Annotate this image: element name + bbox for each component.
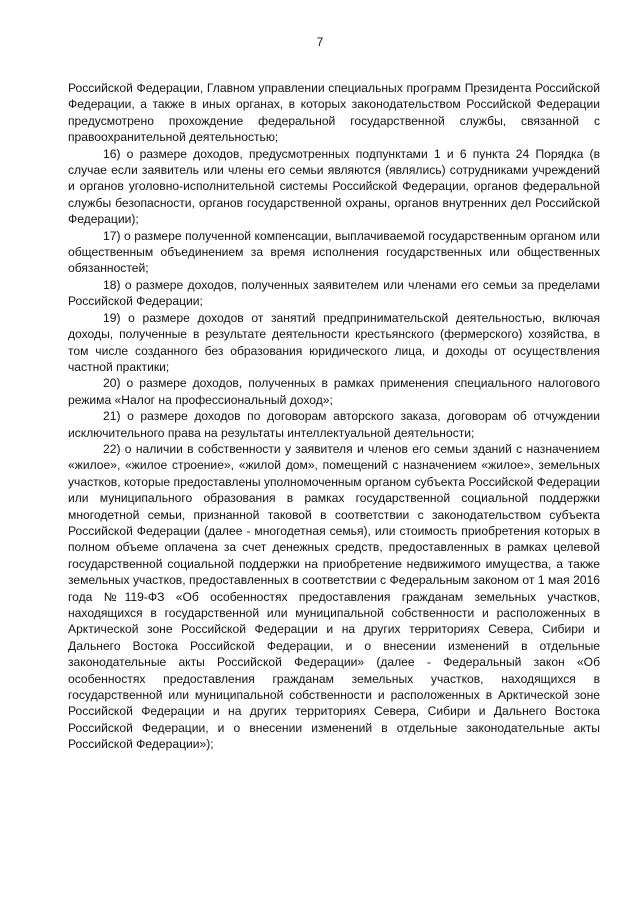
- document-body: [68, 80, 600, 753]
- paragraph-item-18: 18) о размере доходов, полученных заявителем или членами его семьи за пределами Российской Федерации;: [68, 277, 600, 309]
- paragraph-item-22: 22) о наличии в собственности у заявителя и членов его семьи зданий с назначением «жилое», «жилое строение», «жилой дом», помещений с назначением «жилое», земельных участков, которые предоставлены уполномоченным органом субъекта Российской Федерации или муниципального образования в рамках государственной социальной поддержки многодетной семьи, признанной таковой в соответствии с законодательством субъекта Российской Федерации (далее - многодетная семья), или стоимость приобретения которых в полном объеме оплачена за счет денежных средств, предоставленных в рамках целевой государственной социальной поддержки на приобретение недвижимого имущества, а также земельных участков, предоставленных в соответствии с Федеральным законом от 1 мая 2016 года №119-ФЗ «Об особенностях предоставления гражданам земельных участков, находящихся в государственной или муниципальной собственности и расположенных в Арктической зоне Российской Федерации и на других территориях Севера, Сибири и Дальнего Востока Российской Федерации, и о внесении изменений в отдельные законодательные акты Российской Федерации» (далее - Федеральный закон «Об особенностях предоставления гражданам земельных участков, находящихся в государственной или муниципальной собственности и расположенных в Арктической зоне Российской Федерации и на других территориях Севера, Сибири и Дальнего Востока Российской Федерации, и о внесении изменений в отдельные законодательные акты Российской Федерации»);: [68, 441, 600, 752]
- paragraph-item-20: 20) о размере доходов, полученных в рамках применения специального налогового режима «Налог на профессиональный доход»;: [68, 376, 600, 407]
- paragraph-item-16: 16) о размере доходов, предусмотренных подпунктами 1 и 6 пункта 24 Порядка (в случае если заявитель или члены его семьи являются (являлись) сотрудниками учреждений и органов уголовно-исполнительной системы Российской Федерации, органов федеральной службы безопасности, органов государственной охраны, органов внутренних дел Российской Федерации);: [68, 146, 600, 227]
- paragraph-item-21: 21) о размере доходов по договорам авторского заказа, договорам об отчуждении исключительного права на результаты интеллектуальной деятельности;: [68, 409, 600, 440]
- paragraph-continuation: Российской Федерации, Главном управлении специальных программ Президента Российской Федерации, а также в иных органах, в которых законодательством Российской Федерации предусмотрено прохождение федеральной государственной службы, связанной с правоохранительной деятельностью;: [68, 81, 600, 145]
- paragraph-item-19: 19) о размере доходов от занятий предпринимательской деятельностью, включая доходы, полученные в результате деятельности крестьянского (фермерского) хозяйства, в том числе созданного без образования юридического лица, и доходы от осуществления частной практики;: [68, 310, 600, 374]
- page-number: 7: [316, 35, 324, 49]
- paragraph-item-17: 17) о размере полученной компенсации, выплачиваемой государственным органом или общественным объединением за время исполнения государственных или общественных обязанностей;: [68, 228, 600, 276]
